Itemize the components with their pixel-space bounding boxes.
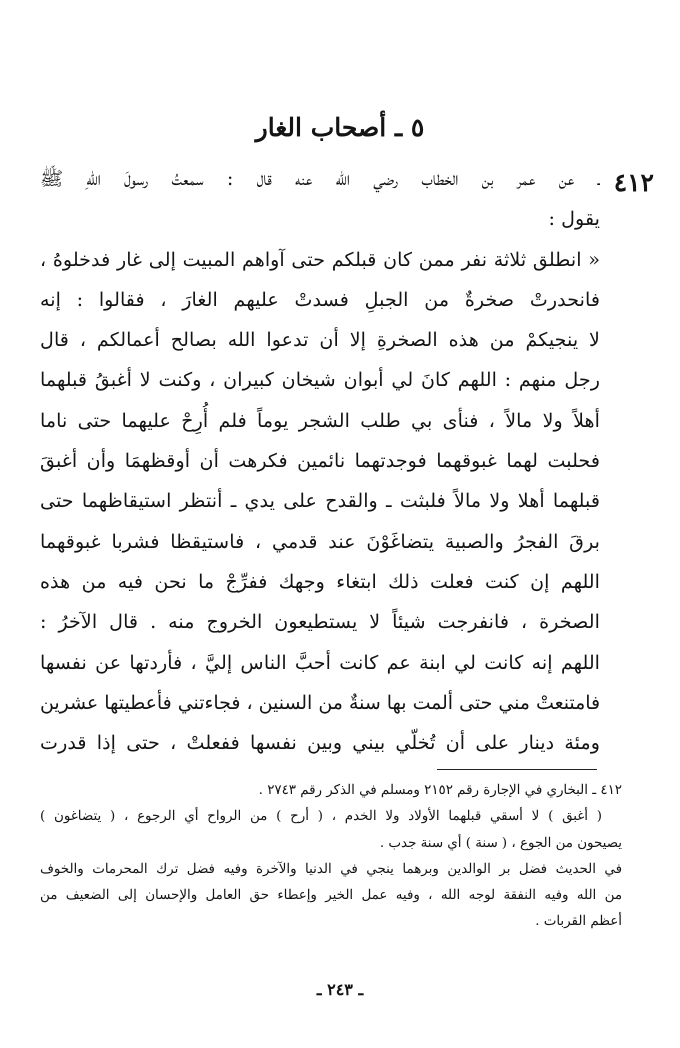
text-line: رجل منهم : اللهم كانَ لي أبوان شيخان كبيران ، وكنت لا أغبقُ قبلهما bbox=[40, 368, 600, 392]
hadith-number: ٤١٢ bbox=[613, 168, 654, 197]
footnotes bbox=[40, 778, 622, 936]
text-line: قبلهما أهلا ولا مالاً فلبثت ـ والقدح على يدي ـ أنتظر استيقاظهما حتى bbox=[40, 489, 600, 513]
text-line: أهلاً ولا مالاً ، فنأى بي طلب الشجر يوماً فلم أُرِحْ عليهما حتى ناما bbox=[40, 408, 600, 432]
hadith-text bbox=[40, 159, 600, 763]
text-line: ـ عن عمر بن الخطاب رضي الله عنه قال : سمعتُ رسولَ اللهِ ﷺ bbox=[40, 167, 600, 190]
text-line: برقَ الفجرُ والصبية يتضاغَوْنَ عند قدمي ، فاستيقظا فشربا غبوقهما bbox=[40, 529, 600, 553]
footnote-line: أعظم القربات . bbox=[535, 914, 622, 930]
text-line: اللهم إن كنت فعلت ذلك ابتغاء وجهك ففرِّجْ ما نحن فيه من هذه bbox=[40, 569, 600, 593]
chapter-title: ٥ ـ أصحاب الغار bbox=[255, 113, 425, 142]
footnote-line: في الحديث فضل بر الوالدين وبرهما ينجي في الدنيا والآخرة وفيه فضل ترك المحرمات والخوف bbox=[40, 861, 622, 877]
text-line: فامتنعتْ مني حتى ألمت بها سنةٌ من السنين ، فجاءتني فأعطيتها عشرين bbox=[40, 691, 600, 714]
text-line: فانحدرتْ صخرةٌ من الجبلِ فسدتْ عليهم الغارَ ، فقالوا : إنه bbox=[40, 287, 600, 311]
text-line: « انطلق ثلاثة نفر ممن كان قبلكم حتى آواهم المبيت إلى غار فدخلوهُ ، bbox=[40, 247, 600, 271]
text-line: فحلبت لهما غبوقهما فوجدتهما نائمين فكرهت أن أوقظهمَا وأن أغبقَ bbox=[40, 449, 600, 473]
text-line: يقول : bbox=[548, 207, 600, 231]
footnote-line: ٤١٢ ـ البخاري في الإجارة رقم ٢١٥٢ ومسلم في الذكر رقم ٢٧٤٣ . bbox=[258, 783, 622, 798]
text-line: اللهم إنه كانت لي ابنة عم كانت أحبَّ الناس إليَّ ، فأردتها عن نفسها bbox=[40, 650, 600, 674]
footnote-line: ( أغبق ) لا أسقي قبلهما الأولاد ولا الخدم ، ( أرح ) من الرواح أي الرجوع ، ( يتضاغون ) bbox=[40, 809, 602, 825]
footnote-line: يصيحون من الجوع ، ( سنة ) أي سنة جدب . bbox=[379, 835, 622, 851]
footnote-line: من الله وفيه النفقة لوجه الله ، وفيه عمل الخير وإعطاء حق العامل والإحسان إلى الضعيف من bbox=[40, 888, 622, 904]
text-line: لا ينجيكمْ من هذه الصخرةِ إلا أن تدعوا الله بصالح أعمالكم ، قال bbox=[40, 328, 600, 352]
page-number: ـ ٢٤٣ ـ bbox=[316, 980, 364, 999]
footnote-separator bbox=[437, 769, 597, 770]
text-line: الصخرة ، فانفرجت شيئاً لا يستطيعون الخروج منه . قال الآخرُ : bbox=[40, 610, 600, 634]
text-line: ومئة دينار على أن تُخلّي بيني وبين نفسها ففعلتْ ، حتى إذا قدرت bbox=[40, 731, 600, 755]
